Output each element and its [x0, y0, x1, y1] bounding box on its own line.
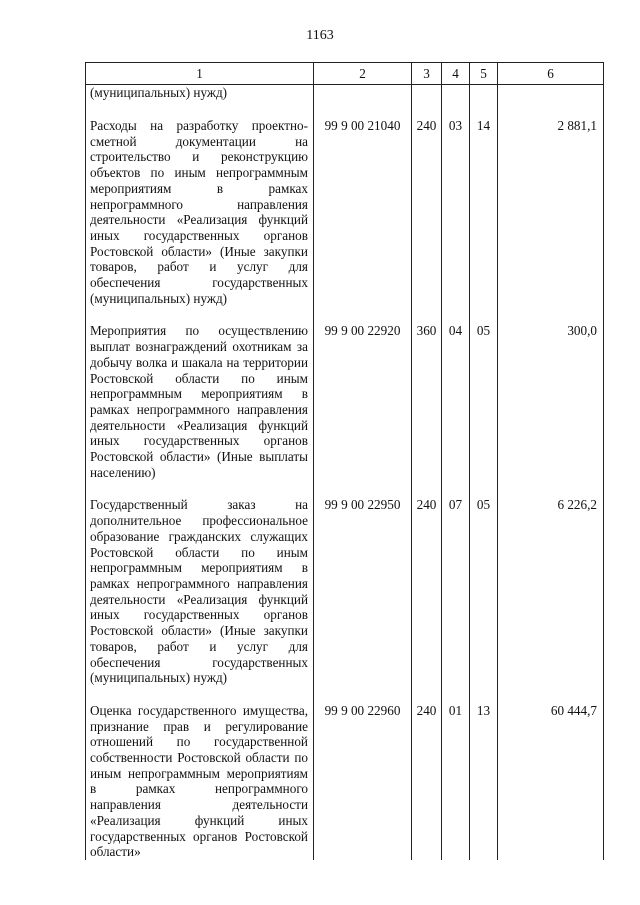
row-description: Расходы на разработку проектно-сметной документации на строительство и реконструкцию объектов по иным непрограммным мероприятиям в рамках непрограммного направления деятельности «Реализация функций иных государственных органов Ростовской области» (Иные закупки товаров, работ и услуг для обеспечения государственных (муниципальных) нужд) [86, 101, 314, 306]
row-expense-type: 240 [412, 480, 442, 685]
column-header-3: 3 [412, 63, 442, 85]
row-description: Мероприятия по осуществлению выплат вознаграждений охотникам за добычу волка и шакала на территории Ростовской области по иным непрограммным мероприятиям в рамках непрограммного направления деятельности «Реализация функций иных государственных органов Ростовской области» (Иные выплаты населению) [86, 306, 314, 480]
row-section: 03 [442, 101, 470, 306]
row-subsection: 14 [470, 101, 498, 306]
table-row [86, 101, 604, 306]
column-header-4: 4 [442, 63, 470, 85]
table-header-row [86, 63, 604, 85]
row-amount: 6 226,2 [498, 480, 604, 685]
row-subsection: 05 [470, 306, 498, 480]
row-section: 01 [442, 686, 470, 860]
row-section: 04 [442, 306, 470, 480]
row-amount: 2 881,1 [498, 101, 604, 306]
row-target-code: 99 9 00 22950 [314, 480, 412, 685]
table-row [86, 306, 604, 480]
row-expense-type: 240 [412, 686, 442, 860]
page-number: 1163 [306, 28, 334, 43]
row-subsection: 05 [470, 480, 498, 685]
row-description: Государственный заказ на дополнительное профессиональное образование гражданских служащих Ростовской области по иным непрограммным мероприятиям в рамках непрограммного направления деятельности «Реализация функций иных государственных органов Ростовской области» (Иные закупки товаров, работ и услуг для обеспечения государственных (муниципальных) нужд) [86, 480, 314, 685]
column-header-1: 1 [86, 63, 314, 85]
row-expense-type: 360 [412, 306, 442, 480]
table-row [86, 480, 604, 685]
budget-table [85, 62, 604, 860]
column-header-6: 6 [498, 63, 604, 85]
continuation-text: (муниципальных) нужд) [86, 85, 314, 102]
table-row [86, 686, 604, 860]
row-amount: 300,0 [498, 306, 604, 480]
row-target-code: 99 9 00 22960 [314, 686, 412, 860]
row-amount: 60 444,7 [498, 686, 604, 860]
column-header-2: 2 [314, 63, 412, 85]
row-target-code: 99 9 00 21040 [314, 101, 412, 306]
row-expense-type: 240 [412, 101, 442, 306]
row-subsection: 13 [470, 686, 498, 860]
row-section: 07 [442, 480, 470, 685]
continuation-row [86, 85, 604, 102]
row-target-code: 99 9 00 22920 [314, 306, 412, 480]
row-description: Оценка государственного имущества, признание прав и регулирование отношений по государственной собственности Ростовской области по иным непрограммным мероприятиям в рамках непрограммного направления деятельности «Реализация функций иных государственных органов Ростовской области» [86, 686, 314, 860]
column-header-5: 5 [470, 63, 498, 85]
